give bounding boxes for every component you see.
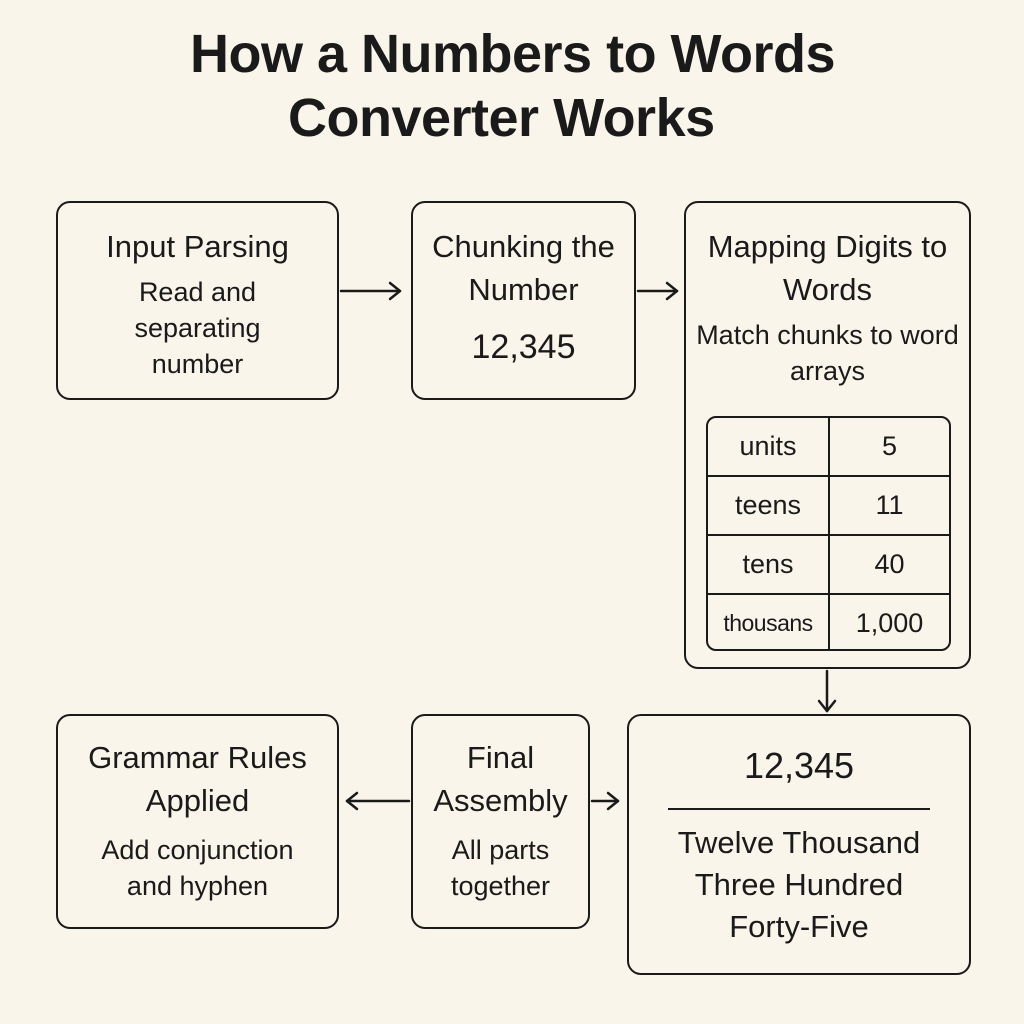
table-cell-label: tens	[708, 535, 829, 594]
title-line-1: How a Numbers to Words	[190, 24, 836, 84]
result-divider	[668, 808, 930, 810]
input-parsing-box	[56, 201, 339, 400]
table-row	[708, 535, 949, 594]
input-parsing-description: Read and separating number	[134, 277, 261, 379]
arrow-input-to-chunking	[341, 283, 400, 299]
arrow-final-to-grammar	[347, 793, 409, 809]
result-number: 12,345	[743, 745, 855, 786]
table-row	[708, 594, 949, 651]
table-cell-value: 5	[829, 418, 949, 476]
table-row	[708, 476, 949, 535]
arrow-chunking-to-mapping	[638, 283, 677, 299]
mapping-description: Match chunks to word arrays	[696, 320, 959, 386]
table-cell-value: 11	[829, 476, 949, 535]
final-assembly-box	[411, 714, 590, 929]
mapping-box	[684, 201, 971, 669]
chunking-heading: Chunking the Number	[432, 229, 615, 307]
result-words: Twelve Thousand Three Hundred Forty-Five	[677, 825, 921, 944]
table-cell-value: 1,000	[829, 594, 949, 651]
input-parsing-heading: Input Parsing	[106, 229, 289, 264]
table-cell-label: thousans	[708, 594, 829, 651]
grammar-rules-heading: Grammar Rules Applied	[88, 740, 307, 818]
word-array-table	[706, 416, 951, 651]
table-cell-label: units	[708, 418, 829, 476]
table-row	[708, 418, 949, 476]
grammar-rules-box	[56, 714, 339, 929]
arrow-mapping-to-result	[819, 671, 835, 711]
chunking-example-number: 12,345	[471, 328, 576, 366]
diagram-title	[150, 22, 974, 150]
result-box	[627, 714, 971, 975]
final-assembly-heading: Final Assembly	[433, 740, 568, 818]
table-cell-value: 40	[829, 535, 949, 594]
mapping-heading: Mapping Digits to Words	[707, 229, 948, 307]
chunking-box	[411, 201, 636, 400]
title-line-2: Converter Works	[288, 88, 715, 148]
final-assembly-description: All parts together	[450, 835, 551, 901]
grammar-rules-description: Add conjunction and hyphen	[101, 835, 294, 901]
arrow-final-to-result	[592, 793, 618, 809]
table-cell-label: teens	[708, 476, 829, 535]
